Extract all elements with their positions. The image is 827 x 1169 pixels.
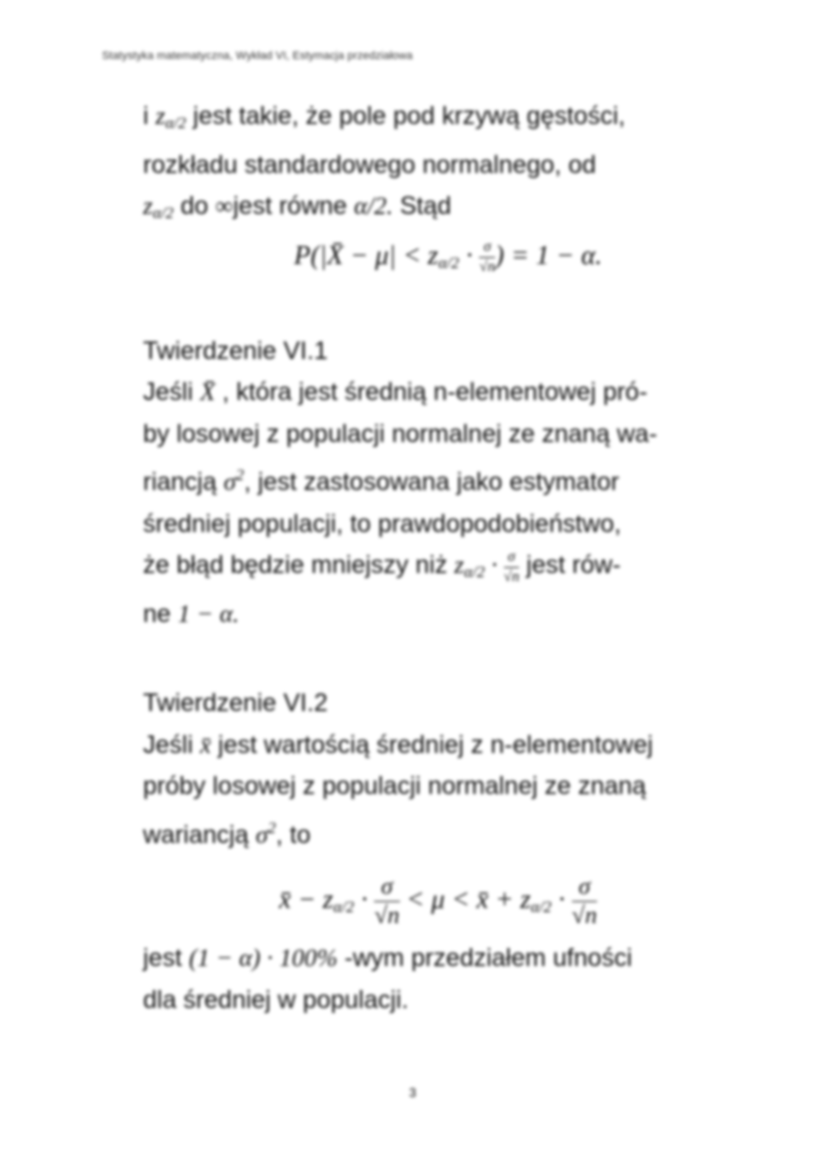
theorem-1-heading: Twierdzenie VI.1	[143, 336, 328, 365]
one-minus-alpha: 1 − α.	[177, 600, 240, 628]
theorem-1-line-5: że błąd będzie mniejszy niż $z_{\alpha/2}$ · $\frac{\sigma}{√n}$ jest rów-	[143, 548, 621, 585]
theorem-2-heading: Twierdzenie VI.2	[143, 689, 328, 717]
theorem-1-line-4: średniej populacji, to prawdopodobieństwo,	[143, 509, 622, 538]
theorem-2-line-1: Jeśli x̄ jest wartością średniej z n-elementowej	[143, 730, 653, 759]
sigma-squared: $\sigma^2$	[223, 467, 244, 496]
z-alpha-symbol: $z_{\alpha/2}$	[143, 193, 174, 222]
intro-line-1	[143, 96, 733, 145]
intro-text: Stąd	[399, 192, 452, 220]
theorem-2-line-3: wariancją $\sigma^2$, to	[143, 819, 311, 849]
z-alpha-times-sigma: $z_{\alpha/2}$ · $\frac{\sigma}{√n}$	[454, 548, 520, 585]
theorem-2-line-4: jest (1 − α) · 100% -wym przedziałem ufności	[143, 944, 633, 972]
theorem-2-line-5: dla średniej w populacji.	[143, 985, 409, 1014]
intro-text: do	[180, 192, 209, 220]
theorem-1-line-3: riancją $\sigma^2$, jest zastosowana jako estymator	[143, 467, 620, 496]
intro-text: jest równe	[233, 192, 348, 220]
sigma-squared: $\sigma^2$	[255, 819, 276, 849]
infinity-symbol: ∞	[215, 193, 234, 220]
sigma-over-sqrt-n: $\frac{\sigma}{√n}$	[571, 874, 597, 930]
running-header: Statystyka matematyczna, Wykład VI, Estymacja przedziałowa	[102, 50, 413, 62]
alpha-half: α/2.	[354, 193, 393, 220]
sigma-over-sqrt-n: $\frac{\sigma}{√n}$	[479, 238, 496, 275]
theorem-1-line-2: by losowej z populacji normalnej ze znaną wa-	[143, 419, 658, 448]
page-number: 3	[409, 1085, 417, 1100]
sigma-over-sqrt-n: $\frac{\sigma}{√n}$	[374, 874, 400, 930]
theorem-1-line-1: Jeśli X̄ , która jest średnią n-elementowej pró-	[143, 378, 648, 406]
document-body	[143, 96, 733, 1021]
z-alpha-symbol: $z_{\alpha/2}$	[155, 103, 187, 132]
confidence-level: (1 − α) · 100%	[188, 945, 338, 972]
intro-line-3	[143, 186, 733, 235]
confidence-interval-formula: x̄ − $z_{\alpha/2}$ · $\frac{\sigma}{√n}$ < μ < x̄ + $z_{\alpha/2}$ · $\frac{\sigma}{√n}$	[279, 874, 597, 930]
intro-line-2: rozkładu standardowego normalnego, od	[143, 150, 597, 179]
theorem-1-line-6: ne 1 − α.	[143, 599, 240, 628]
x-bar-symbol: X̄	[199, 379, 216, 406]
theorem-2-line-2: próby losowej z populacji normalnej ze znaną	[143, 772, 647, 800]
probability-formula: P(|X̄ − $\mu| < z_{\alpha/2}$ · $\frac{\sigma}{√n}$ ) = 1 − α.	[293, 238, 602, 275]
x-bar-symbol: x̄	[199, 731, 212, 759]
intro-text: i	[143, 102, 149, 130]
intro-text: jest takie, że pole pod krzywą gęstości,	[193, 102, 626, 130]
